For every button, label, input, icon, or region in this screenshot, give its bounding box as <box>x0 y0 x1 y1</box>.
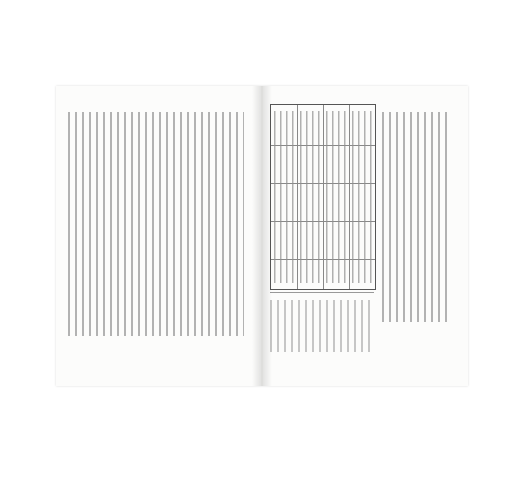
note-text-block <box>270 300 374 352</box>
table-column-divider <box>349 105 350 289</box>
left-page-text-block <box>68 112 244 336</box>
table-column-text <box>352 111 372 283</box>
note-rule <box>270 292 374 293</box>
table-column-divider <box>323 105 324 289</box>
left-page <box>56 86 262 386</box>
table-column-text <box>300 111 320 283</box>
table-column-text <box>274 111 294 283</box>
right-page <box>262 86 468 386</box>
right-page-text-block <box>382 112 452 322</box>
table-column-text <box>326 111 346 283</box>
book-spread <box>56 86 468 386</box>
table-column-divider <box>297 105 298 289</box>
reference-table <box>270 104 376 290</box>
